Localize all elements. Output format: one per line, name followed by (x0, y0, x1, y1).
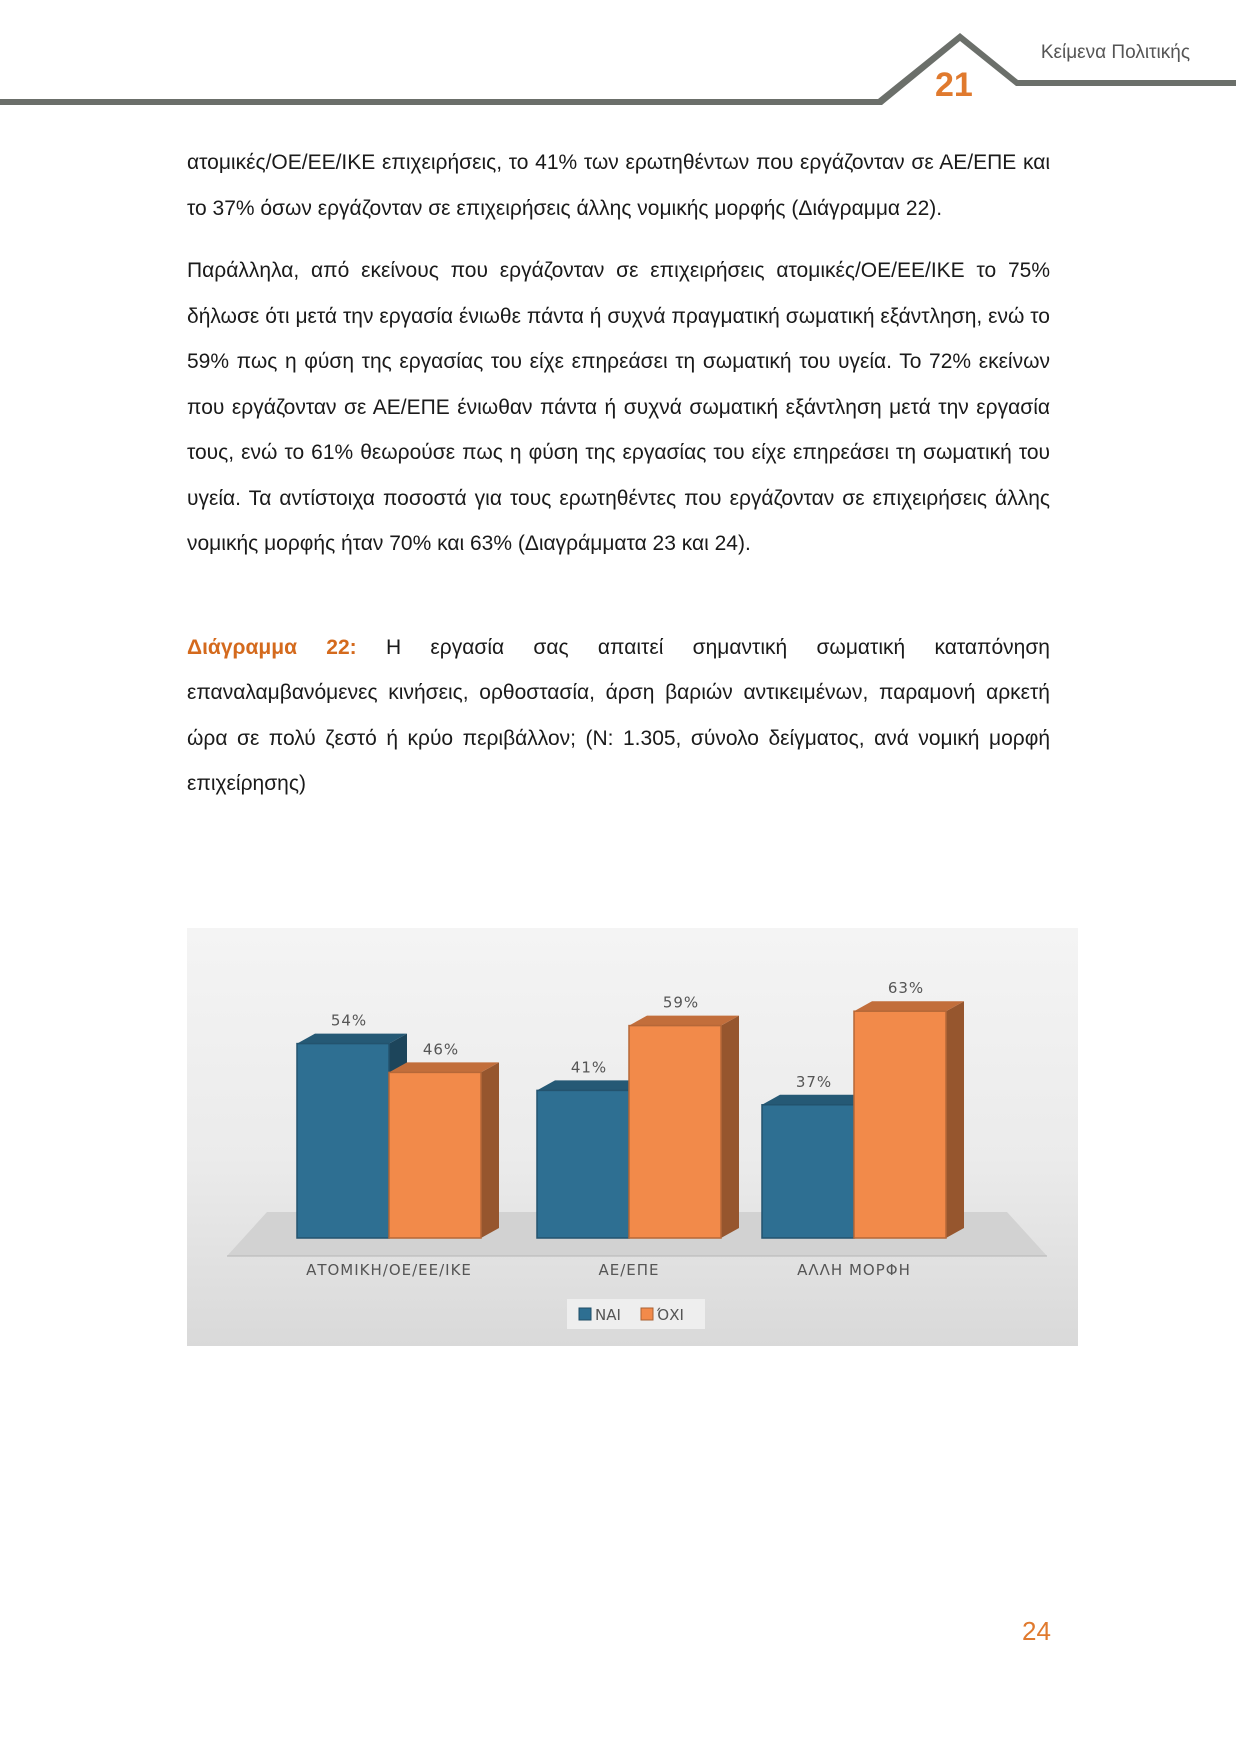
data-label-1-2: 63% (887, 979, 925, 998)
bar-side-1-0 (481, 1062, 499, 1238)
legend-swatch-0 (579, 1308, 591, 1320)
data-label-0-2: 37% (795, 1072, 833, 1091)
bar-top-1-0 (389, 1062, 499, 1072)
legend-swatch-1 (641, 1308, 653, 1320)
document-body (187, 140, 1050, 824)
bar-top-1-1 (629, 1016, 739, 1026)
data-label-0-1: 41% (570, 1058, 608, 1077)
chart-bars (297, 1001, 964, 1238)
data-label-1-1: 59% (662, 993, 700, 1012)
bar-chart (187, 928, 1078, 1346)
page-number: 24 (1022, 1616, 1051, 1646)
data-label-1-0: 46% (422, 1040, 460, 1059)
figure-caption (187, 625, 1050, 807)
category-label-1: ΑΕ/ΕΠΕ (598, 1261, 660, 1279)
bar-side-1-2 (946, 1001, 964, 1238)
legend-label-1: ΌΧΙ (657, 1306, 684, 1324)
figure-caption-text: Η εργασία σας απαιτεί σημαντική σωματική καταπόνηση επαναλαμβανόμενες κινήσεις, ορθοστασία, άρση βαριών αντικειμένων, παραμονή αρκετή ώρα σε πολύ ζεστό ή κρύο περιβάλλον; (Ν: 1.305, σύνολο δείγματος, ανά νομική μορφή επιχείρησης) (187, 635, 1050, 795)
category-label-2: ΑΛΛΗ ΜΟΡΦΗ (797, 1261, 911, 1279)
bar-1-1 (629, 1026, 721, 1238)
bar-0-0 (297, 1044, 389, 1238)
data-label-0-0: 54% (330, 1011, 368, 1030)
category-label-0: ΑΤΟΜΙΚΗ/ΟΕ/ΕΕ/ΙΚΕ (306, 1261, 472, 1279)
chart-legend (567, 1299, 705, 1329)
body-paragraph-1: ατομικές/ΟΕ/ΕΕ/ΙΚΕ επιχειρήσεις, το 41% των ερωτηθέντων που εργάζονταν σε ΑΕ/ΕΠΕ και το 37% όσων εργάζονταν σε επιχειρήσεις άλλης νομικής μορφής (Διάγραμμα 22). (187, 151, 1050, 220)
legend-label-0: ΝΑΙ (595, 1306, 621, 1324)
bar-1-0 (389, 1072, 481, 1238)
bar-top-1-2 (854, 1001, 964, 1011)
figure-caption-label: Διάγραμμα 22: (187, 635, 357, 659)
bar-chart-svg (187, 928, 1078, 1346)
series-title: Κείμενα Πολιτικής (1040, 42, 1190, 63)
series-number: 21 (935, 66, 973, 104)
bar-side-1-1 (721, 1016, 739, 1238)
bar-0-2 (762, 1105, 854, 1238)
body-paragraph-2: Παράλληλα, από εκείνους που εργάζονταν σε επιχειρήσεις ατομικές/ΟΕ/ΕΕ/ΙΚΕ το 75% δήλωσε ότι μετά την εργασία ένιωθε πάντα ή συχνά πραγματική σωματική εξάντληση, ενώ το 59% πως η φύση της εργασίας του είχε επηρεάσει τη σωματική του υγεία. Το 72% εκείνων που εργάζονταν σε ΑΕ/ΕΠΕ ένιωθαν πάντα ή συχνά σωματική εξάντληση μετά την εργασία τους, ενώ το 61% θεωρούσε πως η φύση της εργασίας του είχε επηρεάσει τη σωματική του υγεία. Τα αντίστοιχα ποσοστά για τους ερωτηθέντες που εργάζονταν σε επιχειρήσεις άλλης νομικής μορφής ήταν 70% και 63% (Διαγράμματα 23 και 24). (187, 259, 1050, 555)
bar-0-1 (537, 1090, 629, 1238)
bar-top-0-0 (297, 1034, 407, 1044)
bar-1-2 (854, 1011, 946, 1238)
